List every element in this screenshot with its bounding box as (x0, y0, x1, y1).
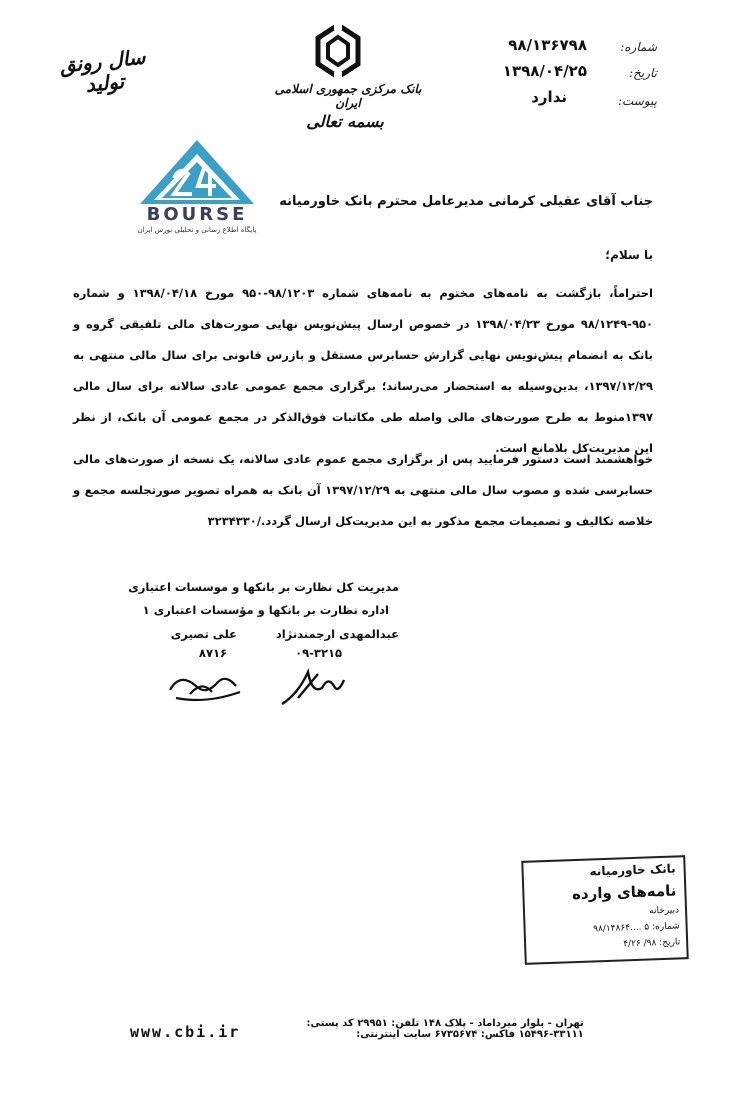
stamp-date: تاریخ: ۹۸/ ۴/۲۶ (623, 937, 681, 950)
signature-1-scribble (278, 664, 348, 708)
signature-dept-line2: اداره نظارت بر بانکها و مؤسسات اعتباری ۱ (142, 603, 389, 617)
incoming-letter-stamp (521, 855, 689, 965)
salutation: با سلام؛ (605, 248, 653, 262)
letter-date: ۱۳۹۸/۰۴/۲۵ (502, 62, 587, 80)
website-url: www.cbi.ir (130, 1023, 241, 1041)
bismillah-heading: بسمه تعالی (306, 112, 384, 131)
bourse-wordmark: BOURSE (146, 204, 248, 225)
signature-dept-line1: مدیریت کل نظارت بر بانکها و موسسات اعتباری (128, 580, 399, 594)
number-label: شماره: (620, 40, 657, 54)
bank-name: بانک مرکزی جمهوری اسلامی ایران (274, 82, 422, 110)
signer-2-name: علی تصیری (170, 627, 237, 641)
central-bank-emblem-icon (312, 22, 364, 80)
recipient-line: جناب آقای عقیلی کرمانی مدیرعامل محترم بانک خاورمیانه (279, 194, 653, 209)
date-label: تاریخ: (629, 66, 657, 80)
stamp-number: شماره: ۵ ....۹۸/۱۴۸۶۴ (593, 921, 680, 935)
stamp-title: نامه‌های وارده (571, 881, 677, 904)
letter-number: ۹۸/۱۳۶۷۹۸ (508, 36, 587, 54)
bourse-triangle-icon (128, 138, 266, 208)
body-paragraph-2: خواهشمند است دستور فرمایید پس از برگزاری مجمع عموم عادی سالانه، یک نسخه از صورت‌های مالی حسابرسی شده و مصوب سال مالی منتهی به ۱۳۹۷/۱۲/۲۹ آن بانک به همراه تصویر صورتجلسه مجمع و خلاصه تکالیف و تصمیمات مجمع مذکور به این مدیریت‌کل ارسال گردد./۳۲۳۴۳۳۰ (73, 452, 654, 528)
attachment-value: ندارد (531, 88, 567, 106)
signer-1-name: عبدالمهدی ارجمندنژاد (275, 627, 399, 641)
footer-address: تهران - بلوار میرداماد - پلاک ۱۴۸ تلفن: ۲۹۹۵۱ کد پستی: ۳۳۱۱۱-۱۵۴۹۶ فاکس: ۶۷۳۵۶۷۴ سایت اینترنتی: (306, 1018, 584, 1040)
signer-1-code: ۰۹-۳۲۱۵ (295, 646, 342, 660)
attachment-label: پیوست: (617, 94, 657, 108)
year-slogan: سال رونق تولید (58, 44, 147, 97)
stamp-secretariat: دبیرخانه (649, 905, 680, 917)
stamp-bank-name: بانک خاورمیانه (589, 861, 676, 879)
bourse-logo (128, 138, 266, 238)
signature-2-scribble (166, 668, 246, 708)
letterhead-footer (130, 1018, 610, 1041)
signer-2-code: ۸۷۱۶ (198, 646, 227, 660)
bourse-subtitle: پایگاه اطلاع رسانی و تحلیلی بورس ایران (137, 226, 257, 234)
body-paragraph-1: احتراماً، بازگشت به نامه‌های مختوم به نامه‌های شماره ۹۸/۱۲۰۳-۹۵۰ مورخ ۱۳۹۸/۰۴/۱۸ و شماره ۹۵۰-۹۸/۱۲۴۹ مورخ ۱۳۹۸/۰۴/۲۳ در خصوص ارسال پیش‌نویس نهایی صورت‌های مالی تلفیقی گروه و بانک به انضمام پیش‌نویس نهایی گزارش حسابرس مستقل و بازرس قانونی برای سال مالی منتهی به ۱۳۹۷/۱۲/۲۹، بدین‌وسیله به استحضار می‌رساند؛ برگزاری مجمع عمومی عادی سالانه برای سال مالی ۱۳۹۷منوط به طرح صورت‌های مالی واصله طی مکاتبات فوق‌الذکر در مجمع عمومی آن بانک، از نظر این مدیریت‌کل بلامانع است. (73, 286, 654, 455)
